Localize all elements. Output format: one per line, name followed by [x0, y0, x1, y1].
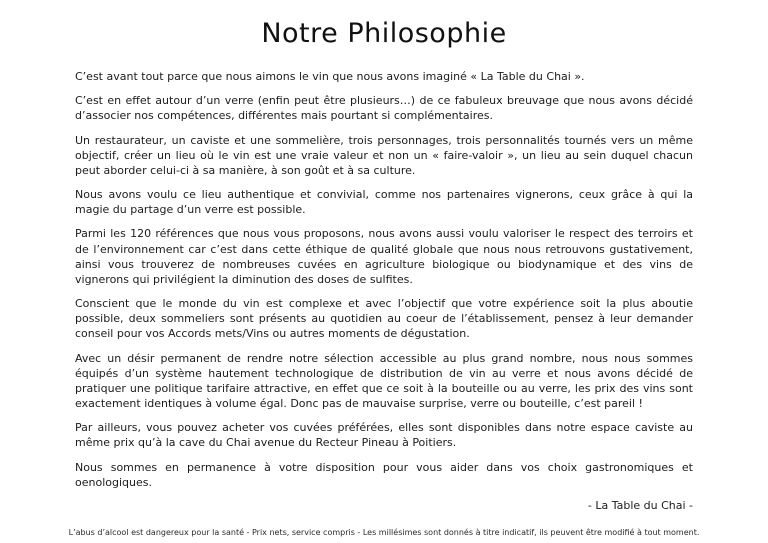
paragraph: Un restaurateur, un caviste et une sommelière, trois personnages, trois personnalités tournés vers un même objectif, créer un lieu où le vin est une vraie valeur et non un « faire-valoir », un lieu au sein duquel chacun peut aborder celui-ci à sa manière, à son goût et à sa culture. — [75, 133, 693, 177]
page-title: Notre Philosophie — [261, 18, 507, 49]
paragraph: Avec un désir permanent de rendre notre sélection accessible au plus grand nombre, nous nous sommes équipés d’un système hautement technologique de distribution de vin au verre et nous avons décidé de pratiquer une politique tarifaire attractive, en effet que ce soit à la bouteille ou au verre, les prix des vins sont exactement identiques à volume égal. Donc pas de mauvaise surprise, verre ou bouteille, c’est pareil ! — [75, 351, 693, 411]
paragraph: Nous avons voulu ce lieu authentique et convivial, comme nos partenaires vignerons, ceux grâce à qui la magie du partage d’un verre est possible. — [75, 188, 693, 217]
signature: - La Table du Chai - — [587, 498, 693, 512]
footer-disclaimer: L’abus d’alcool est dangereux pour la santé - Prix nets, service compris - Les millésimes sont donnés à titre indicatif, ils peuvent être modifié à tout moment. — [68, 528, 700, 537]
paragraph: Parmi les 120 références que nous vous proposons, nous avons aussi voulu valoriser le respect des terroirs et de l’environnement car c’est dans cette éthique de qualité globale que nous nous retrouvons gustativement, ainsi vous trouverez de nombreuses cuvées en agriculture biologique ou biodynamique et des vins de vignerons qui privilégient la diminution des doses de sulfites. — [75, 227, 693, 286]
paragraph: C’est en effet autour d’un verre (enfin peut être plusieurs…) de ce fabuleux breuvage que nous avons décidé d’associer nos compétences, différentes mais pourtant si complémentaires. — [75, 94, 693, 123]
paragraph: Nous sommes en permanence à votre disposition pour vous aider dans vos choix gastronomiques et oenologiques. — [75, 460, 693, 489]
paragraph: Conscient que le monde du vin est complexe et avec l’objectif que votre expérience soit la plus aboutie possible, deux sommeliers sont présents au quotidien au coeur de l’établissement, pensez à leur demander conseil pour vos Accords mets/Vins ou autres moments de dégustation. — [75, 297, 693, 341]
paragraph: C’est avant tout parce que nous aimons le vin que nous avons imaginé « La Table du Chai ». — [75, 70, 585, 83]
paragraph: Par ailleurs, vous pouvez acheter vos cuvées préférées, elles sont disponibles dans notre espace caviste au même prix qu’à la cave du Chai avenue du Recteur Pineau à Poitiers. — [75, 421, 693, 450]
document-body — [75, 69, 693, 490]
